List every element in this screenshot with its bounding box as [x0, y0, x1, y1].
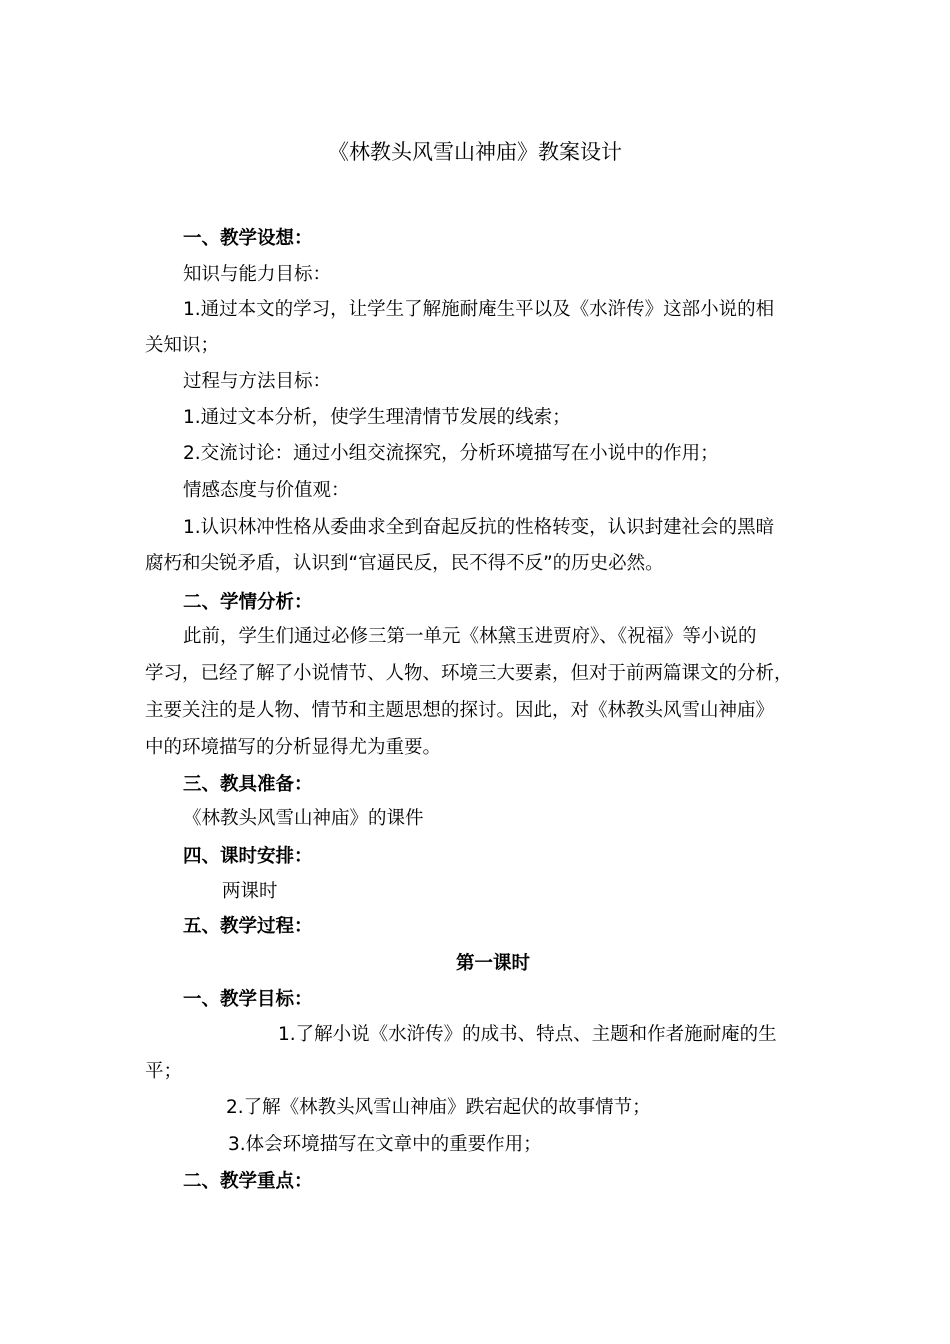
emotion-goal-label: 情感态度与价值观： — [183, 480, 350, 501]
process-goal-label: 过程与方法目标： — [183, 371, 332, 392]
knowledge-goal-label: 知识与能力目标： — [183, 264, 332, 285]
paragraph-line: 关知识； — [145, 335, 220, 356]
lesson-heading: 第一课时 — [456, 953, 531, 974]
section-heading-objectives: 一、教学目标： — [183, 989, 313, 1010]
paragraph-line: 《林教头风雪山神庙》的课件 — [183, 808, 424, 829]
paragraph-line: 平； — [145, 1061, 183, 1082]
section-heading-schedule: 四、课时安排： — [183, 846, 313, 867]
document-title: 《林教头风雪山神庙》教案设计 — [328, 140, 622, 164]
paragraph-line: 3.体会环境描写在文章中的重要作用； — [228, 1134, 542, 1155]
section-heading-teaching-process: 五、教学过程： — [183, 916, 313, 937]
section-heading-student-analysis: 二、学情分析： — [183, 592, 313, 613]
paragraph-line: 此前，学生们通过必修三第一单元《林黛玉进贾府》、《祝福》等小说的 — [183, 626, 757, 647]
paragraph-line: 1.认识林冲性格从委曲求全到奋起反抗的性格转变，认识封建社会的黑暗 — [183, 517, 775, 538]
paragraph-line: 中的环境描写的分析显得尤为重要。 — [145, 737, 442, 758]
paragraph-line: 1.通过文本分析，使学生理清情节发展的线索； — [183, 407, 571, 428]
paragraph-line: 腐朽和尖锐矛盾，认识到“官逼民反，民不得不反”的历史必然。 — [145, 553, 664, 574]
section-heading-teaching-aids: 三、教具准备： — [183, 774, 313, 795]
paragraph-line: 2.交流讨论：通过小组交流探究，分析环境描写在小说中的作用； — [183, 443, 719, 464]
paragraph-line: 主要关注的是人物、情节和主题思想的探讨。因此，对《林教头风雪山神庙》 — [145, 700, 775, 721]
section-heading-key-points: 二、教学重点： — [183, 1171, 313, 1192]
paragraph-line: 1.通过本文的学习，让学生了解施耐庵生平以及《水浒传》这部小说的相 — [183, 299, 775, 320]
paragraph-line: 1.了解小说《水浒传》的成书、特点、主题和作者施耐庵的生 — [278, 1024, 777, 1045]
paragraph-line: 学习，已经了解了小说情节、人物、环境三大要素，但对于前两篇课文的分析， — [145, 663, 793, 684]
section-heading-teaching-design: 一、教学设想： — [183, 228, 313, 249]
paragraph-line: 两课时 — [222, 881, 278, 902]
paragraph-line: 2.了解《林教头风雪山神庙》跌宕起伏的故事情节； — [226, 1097, 651, 1118]
